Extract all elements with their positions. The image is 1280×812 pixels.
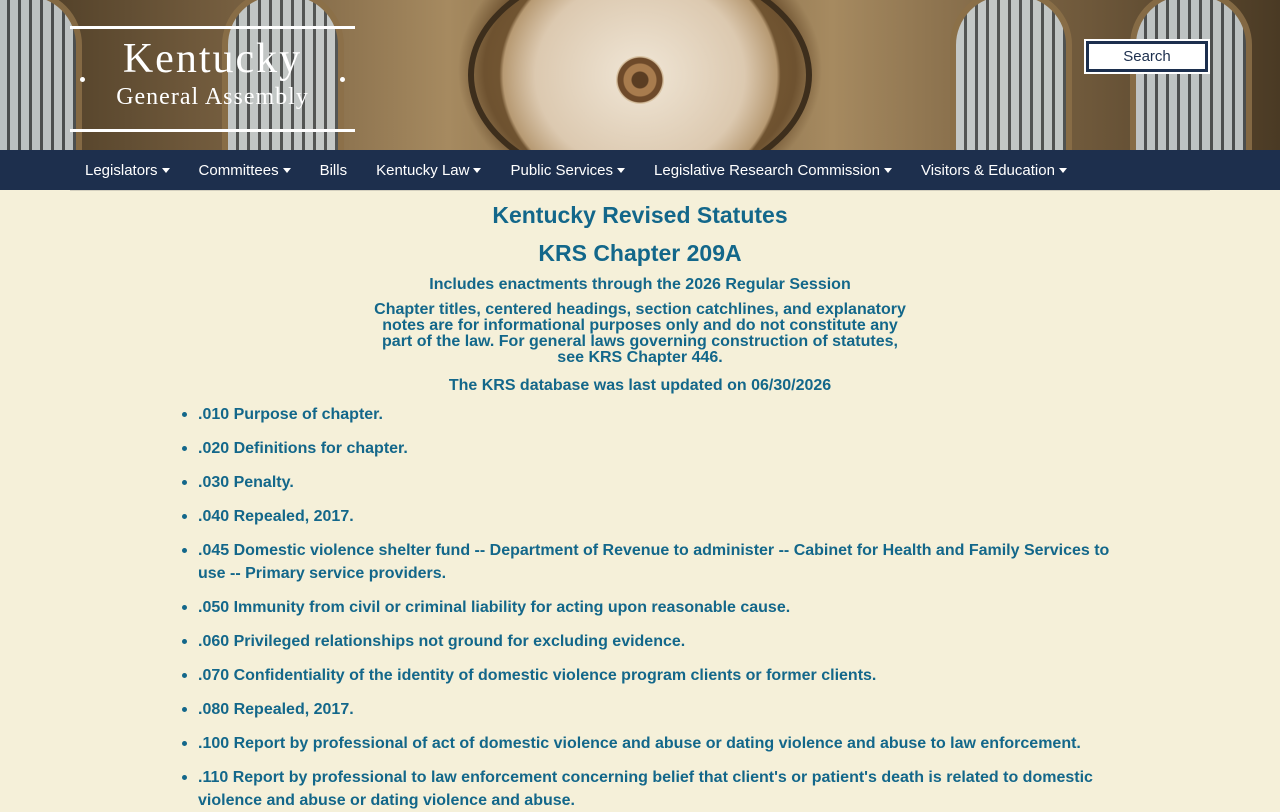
list-item (182, 539, 1122, 585)
main-nav (0, 150, 1280, 190)
caret-down-icon (617, 168, 625, 173)
nav-item-label: Legislators (85, 161, 158, 179)
list-item (182, 664, 1122, 687)
section-link[interactable]: .100 Report by professional of act of domestic violence and abuse or dating violence and abuse to law enforcement. (198, 735, 1081, 752)
bullet-icon (182, 514, 187, 519)
nav-item-public-services[interactable] (510, 162, 625, 179)
logo-title: Kentucky (122, 36, 303, 82)
nav-item-kentucky-law[interactable] (376, 162, 481, 179)
section-link[interactable]: .040 Repealed, 2017. (198, 508, 354, 525)
list-item (182, 732, 1122, 755)
caret-down-icon (884, 168, 892, 173)
bullet-icon (182, 639, 187, 644)
list-item (182, 437, 1122, 460)
last-updated: The KRS database was last updated on 06/30/2026 (448, 377, 832, 394)
site-logo[interactable] (70, 26, 355, 132)
nav-item-label: Legislative Research Commission (654, 161, 880, 179)
header-banner (0, 0, 1280, 150)
nav-item-label: Committees (198, 161, 279, 179)
nav-item-label: Visitors & Education (920, 161, 1055, 179)
section-link[interactable]: .050 Immunity from civil or criminal liability for acting upon reasonable cause. (198, 599, 791, 616)
search-button[interactable] (1084, 39, 1210, 74)
bullet-icon (182, 480, 187, 485)
section-link[interactable]: .010 Purpose of chapter. (198, 406, 383, 423)
section-link[interactable]: .020 Definitions for chapter. (198, 440, 408, 457)
list-item (182, 596, 1122, 619)
chapter-title: KRS Chapter 209A (538, 240, 742, 266)
list-item (182, 505, 1122, 528)
bullet-icon (182, 673, 187, 678)
caret-down-icon (162, 168, 170, 173)
section-link[interactable]: .060 Privileged relationships not ground for excluding evidence. (198, 633, 686, 650)
window-image (950, 0, 1072, 150)
divider (70, 190, 1210, 191)
search-button-label: Search (1088, 43, 1206, 70)
bullet-icon (182, 412, 187, 417)
list-item (182, 403, 1122, 426)
nav-item-label: Kentucky Law (376, 161, 470, 179)
list-item (182, 698, 1122, 721)
section-link[interactable]: .110 Report by professional to law enforcement concerning belief that client's or patient's death is related to domestic violence and abuse or dating violence and abuse. (198, 769, 1093, 809)
nav-item-label: Public Services (510, 161, 614, 179)
list-item (182, 471, 1122, 494)
bullet-icon (182, 741, 187, 746)
ceiling-rosette (616, 56, 664, 104)
nav-item-lrc[interactable] (654, 162, 892, 179)
nav-item-label: Bills (319, 161, 348, 179)
section-link[interactable]: .030 Penalty. (198, 474, 294, 491)
nav-item-visitors-education[interactable] (921, 162, 1067, 179)
section-list (0, 403, 1122, 812)
nav-item-bills[interactable] (320, 162, 348, 179)
bullet-icon (182, 707, 187, 712)
nav-item-committees[interactable] (199, 162, 291, 179)
main-content (0, 202, 1280, 812)
list-item (182, 766, 1122, 812)
bullet-icon (182, 775, 187, 780)
section-link[interactable]: .045 Domestic violence shelter fund -- Department of Revenue to administer -- Cabinet for Health and Family Services to use -- Primary service providers. (198, 542, 1110, 582)
window-image (1130, 0, 1252, 150)
nav-item-legislators[interactable] (85, 162, 170, 179)
logo-subtitle: General Assembly (116, 84, 309, 110)
page-title: Kentucky Revised Statutes (492, 202, 788, 228)
disclaimer-note: Chapter titles, centered headings, section catchlines, and explanatory notes are for informational purposes only and do not constitute any part of the law. For general laws governing construction of statutes, see KRS Chapter 446. (374, 301, 906, 366)
bullet-icon (182, 605, 187, 610)
caret-down-icon (1059, 168, 1067, 173)
bullet-icon (182, 446, 187, 451)
section-link[interactable]: .070 Confidentiality of the identity of domestic violence program clients or former clients. (198, 667, 877, 684)
caret-down-icon (473, 168, 481, 173)
list-item (182, 630, 1122, 653)
bullet-icon (182, 548, 187, 553)
section-link[interactable]: .080 Repealed, 2017. (198, 701, 354, 718)
enactments-note: Includes enactments through the 2026 Regular Session (429, 276, 851, 293)
caret-down-icon (283, 168, 291, 173)
